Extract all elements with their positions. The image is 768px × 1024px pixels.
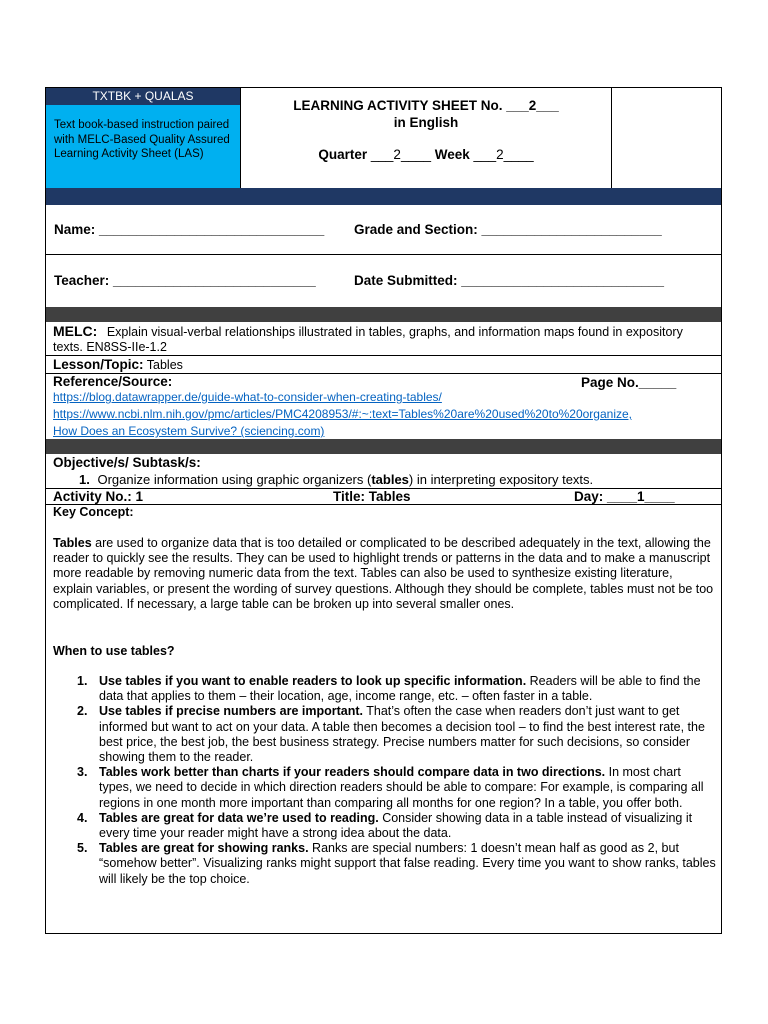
quarter-value: ___2____: [370, 147, 431, 162]
section-band: [46, 439, 721, 454]
point-text: Consider showing data in a table instead of visualizing it every time your reader might have a strong idea about the data.: [99, 810, 693, 841]
lesson-label: Lesson/Topic:: [53, 357, 144, 372]
point-heading: Use tables if precise numbers are important.: [99, 704, 363, 719]
points-list: [46, 674, 716, 887]
reference-label: Reference/Source:: [53, 374, 173, 389]
list-item: [46, 811, 716, 841]
objective-text-bold: tables: [371, 472, 409, 487]
list-item: [46, 704, 716, 765]
week-label: Week: [434, 147, 470, 162]
divider: [46, 254, 721, 255]
key-concept-label: Key Concept:: [53, 505, 134, 519]
page-number-field[interactable]: Page No._____: [581, 375, 677, 390]
section-band: [46, 307, 721, 322]
week-value: ___2____: [473, 147, 534, 162]
key-concept-text: are used to organize data that is too detailed or complicated to be described adequately in the text, allowing the reader to quickly see the results. They can be used to highlight trends or patterns in the data and to make a manuscript more readable by removing numeric data from the text. Tables can also be used to synthesize existing literature, explain variables, or present the wording of survey questions. Although they should be complete, tables must not be too complicated. If necessary, a large table can be broken up into several smaller ones.: [53, 536, 714, 611]
objective-item: [79, 472, 593, 487]
point-heading: Tables are great for showing ranks.: [99, 841, 309, 856]
divider: [46, 355, 721, 356]
point-number: 4.: [77, 810, 88, 825]
sheet-title-prefix: LEARNING ACTIVITY SHEET No.: [293, 98, 503, 113]
reference-link-1[interactable]: https://blog.datawrapper.de/guide-what-to-consider-when-creating-tables/: [53, 390, 442, 404]
key-concept-paragraph: [53, 536, 715, 612]
header-divider-left: [240, 88, 241, 188]
reference-link-2[interactable]: https://www.ncbi.nlm.nih.gov/pmc/articles/PMC4208953/#:~:text=Tables%20are%20used%20to%20organize,: [53, 407, 632, 421]
activity-number: Activity No.: 1: [53, 489, 144, 504]
txtbk-label: TXTBK + QUALAS: [46, 88, 240, 105]
point-text: Readers will be able to find the data that applies to them – their location, age, income range, etc. – often faster in a table.: [99, 674, 701, 704]
sheet-subject: in English: [393, 115, 459, 130]
header-band: [46, 188, 721, 205]
point-text: That’s often the case when readers don’t just want to get informed but want to act on your data. A table then becomes a decision tool – to find the best interest rate, the best price, the best job, the best business strategy. Precise numbers matter for such decisions, so consider showing them to the reader.: [99, 704, 705, 765]
activity-title: Title: Tables: [333, 489, 411, 504]
teacher-field[interactable]: Teacher: ___________________________: [54, 273, 316, 288]
objective-text-end: ) in interpreting expository texts.: [408, 472, 594, 487]
name-field[interactable]: Name: ______________________________: [54, 222, 325, 237]
sheet-title: [242, 98, 610, 113]
lesson-block: [53, 357, 183, 373]
quarter-label: Quarter: [318, 147, 368, 162]
objective-number: 1.: [79, 472, 90, 487]
when-heading: When to use tables?: [53, 644, 175, 658]
sheet-number: ___2___: [506, 98, 559, 113]
date-submitted-field[interactable]: Date Submitted: ___________________________: [354, 273, 664, 288]
list-item: [46, 841, 716, 887]
melc-text: Explain visual-verbal relationships illustrated in tables, graphs, and information maps found in expository texts. EN8SS-IIe-1.2: [53, 325, 683, 354]
activity-sheet: [45, 87, 722, 934]
point-number: 3.: [77, 765, 88, 780]
objective-text-start: Organize information using graphic organizers (: [97, 472, 372, 487]
divider: [46, 504, 721, 505]
point-number: 5.: [77, 841, 88, 856]
list-item: [46, 674, 716, 704]
activity-day: Day: ____1____: [574, 489, 675, 504]
point-heading: Tables are great for data we’re used to reading.: [99, 810, 379, 825]
grade-section-field[interactable]: Grade and Section: ________________________: [354, 222, 662, 237]
melc-label: MELC:: [53, 323, 98, 339]
header-divider-right: [611, 88, 612, 188]
point-text: Ranks are special numbers: 1 doesn’t mean half as good as 2, but “somehow better”. Visualizing ranks might support that false reading. Every time you want to show ranks, tables will likely be the top choice.: [99, 841, 716, 886]
point-number: 1.: [77, 674, 88, 688]
key-concept-term: Tables: [53, 536, 92, 550]
point-text: In most chart types, we need to decide in which direction readers should be able to compare: For example, is comparing all regions in one month more important than comparing all months for one region? In a table, you offer both.: [99, 765, 704, 810]
list-item: [46, 765, 716, 811]
melc-block: [53, 324, 713, 354]
point-number: 2.: [77, 704, 88, 719]
quarter-week: [242, 147, 610, 162]
point-heading: Tables work better than charts if your readers should compare data in two directions.: [99, 765, 606, 780]
txtbk-description: Text book-based instruction paired with MELC-Based Quality Assured Learning Activity Sheet (LAS): [46, 105, 240, 188]
lesson-value: Tables: [146, 358, 183, 372]
reference-link-3[interactable]: How Does an Ecosystem Survive? (sciencing.com): [53, 424, 325, 438]
point-heading: Use tables if you want to enable readers to look up specific information.: [99, 674, 527, 688]
objective-label: Objective/s/ Subtask/s:: [53, 455, 201, 470]
